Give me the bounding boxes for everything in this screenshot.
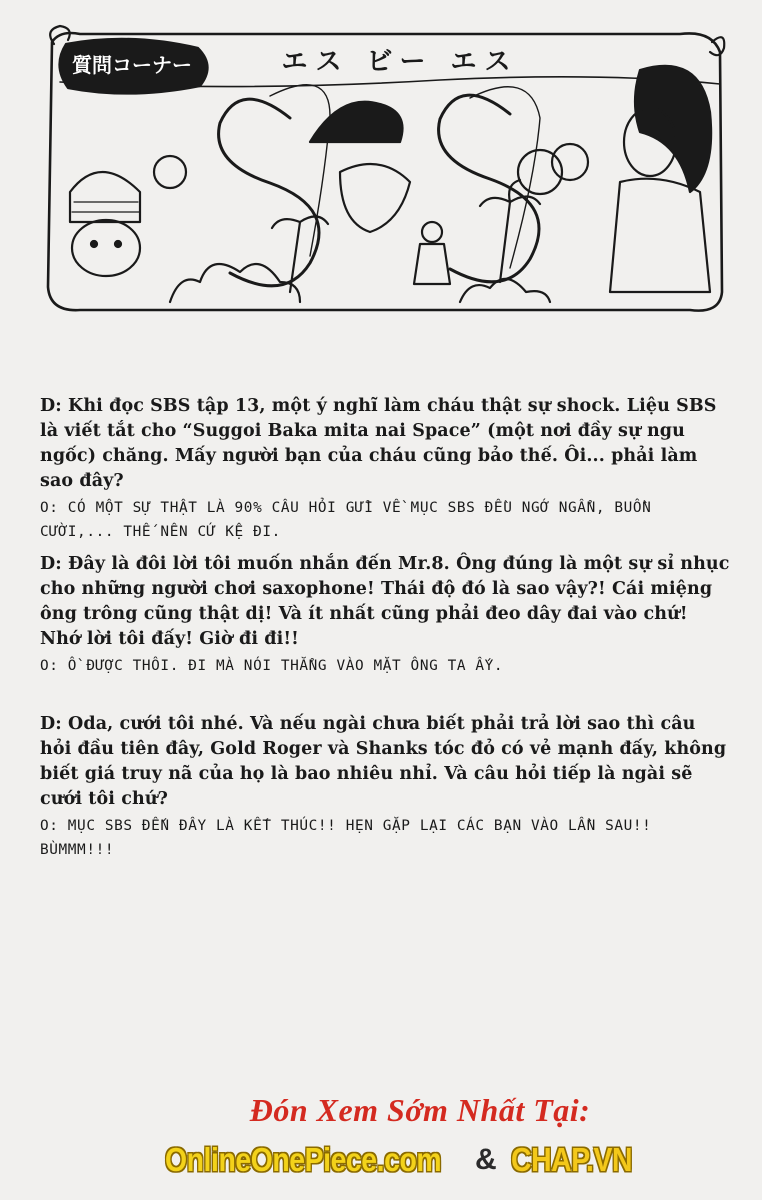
bush (460, 279, 550, 302)
fruit (552, 144, 588, 180)
oda-answer: O: Ồ ĐƯỢC THÔI. ĐI MÀ NÓI THẲNG VÀO MẶT ÔNG TA ẤY. (40, 658, 504, 674)
black-sail (310, 102, 403, 142)
small-figure-head (422, 222, 442, 242)
hat-stripe (72, 202, 140, 212)
oda-answer: O: CÓ MỘT SỰ THẬT LÀ 90% CÂU HỎI GỬI VỀ MỤC SBS ĐỀU NGỚ NGẨN, BUỒN CƯỜI,... THẾ NÊN CỨ KỆ ĐI. (40, 500, 652, 540)
banner-title: エス ビー エス (281, 47, 519, 77)
sbs-header-illustration (40, 22, 730, 317)
left-character-eye (91, 241, 97, 247)
oda-answer: O: MỤC SBS ĐẾN ĐÂY LÀ KẾT THÚC!! HẸN GẶP LẠI CÁC BẠN VÀO LẦN SAU!! BÙMMM!!! (40, 818, 652, 858)
reader-question: D: Đây là đôi lời tôi muốn nhắn đến Mr.8. Ông đúng là một sự sỉ nhục cho những người chơi saxophone! Thái độ đó là sao vậy?! Cái miệng ông trông cũng thật dị! Và ít nhất cũng phải đeo dây đai vào chứ! Nhớ lời tôi đấy! Giờ đi đi!! (40, 554, 730, 649)
site-link-onlineonepiece: OnlineOnePiece.com (165, 1141, 442, 1178)
funnel-shape (340, 164, 410, 232)
promo-title: Đón Xem Sớm Nhất Tại: (249, 1092, 591, 1128)
left-character-eye (115, 241, 121, 247)
site-link-chapvn: CHAP.VN (510, 1141, 632, 1178)
fruit (154, 156, 186, 188)
corner-label: 質問コーナー (72, 53, 192, 77)
left-character-hat (70, 172, 140, 222)
reader-question: D: Oda, cưới tôi nhé. Và nếu ngài chưa biết phải trả lời sao thì câu hỏi đầu tiên đây, Gold Roger và Shanks tóc đỏ có vẻ mạnh đấy, không biết giá truy nã của họ là bao nhiêu nhỉ. Và câu hỏi tiếp là ngài sẽ cưới tôi chứ? (40, 714, 727, 809)
right-character-body (610, 179, 710, 292)
promo-watermark (0, 1092, 762, 1187)
promo-separator: & (475, 1143, 497, 1176)
small-figure-body (414, 244, 450, 284)
bush (170, 264, 300, 302)
left-character-face (72, 220, 140, 276)
promo-sites (165, 1136, 645, 1184)
qa-entry (40, 712, 730, 862)
qa-entry (40, 552, 730, 678)
reader-question: D: Khi đọc SBS tập 13, một ý nghĩ làm cháu thật sự shock. Liệu SBS là viết tắt cho “Suggoi Baka mita nai Space” (một nơi đầy sự ngu ngốc) chăng. Mấy người bạn của cháu cũng bảo thế. Ôi... phải làm sao đây? (40, 396, 717, 491)
letter-s-left (219, 99, 319, 286)
qa-entry (40, 394, 730, 544)
